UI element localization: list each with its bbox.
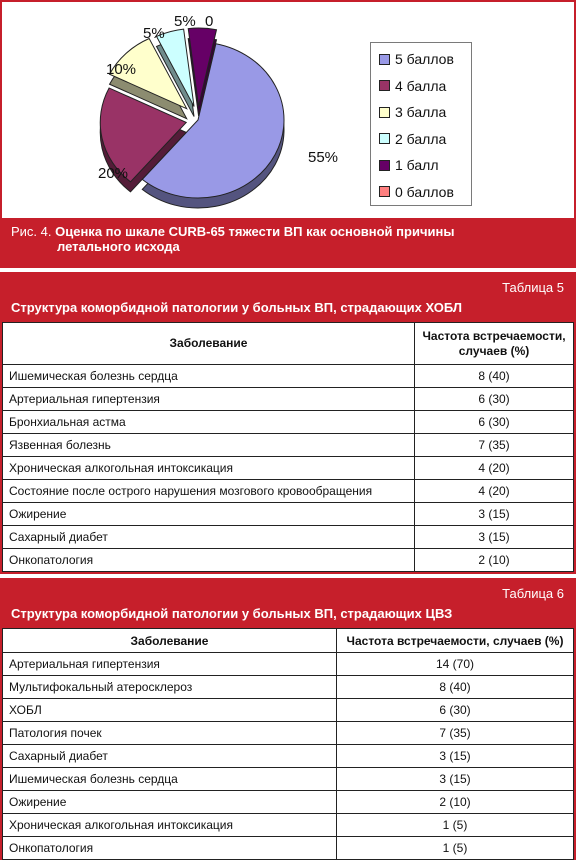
cell-frequency: 6 (30)	[337, 699, 574, 722]
table-row	[3, 837, 574, 860]
legend-label: 0 баллов	[395, 183, 454, 200]
legend-label: 3 балла	[395, 104, 447, 120]
table-6-title: Структура коморбидной патологии у больных ВП, страдающих ЦВЗ	[11, 606, 453, 621]
col-header-frequency: Частота встречаемости, случаев (%)	[415, 323, 574, 365]
cell-frequency: 3 (15)	[337, 745, 574, 768]
table-5-number: Таблица 5	[502, 280, 564, 295]
cell-frequency: 4 (20)	[415, 480, 574, 503]
cell-disease: Сахарный диабет	[3, 526, 415, 549]
col-header-disease: Заболевание	[3, 323, 415, 365]
cell-disease: Хроническая алкогольная интоксикация	[3, 457, 415, 480]
slice-value-label: 5%	[174, 13, 196, 30]
cell-frequency: 8 (40)	[337, 676, 574, 699]
table-row	[3, 676, 574, 699]
caption-prefix: Рис. 4.	[11, 224, 52, 239]
cell-frequency: 1 (5)	[337, 814, 574, 837]
legend-swatch	[379, 133, 390, 144]
cell-disease: Ожирение	[3, 791, 337, 814]
cell-frequency: 6 (30)	[415, 411, 574, 434]
table-row	[3, 526, 574, 549]
table-row	[3, 549, 574, 572]
table-row	[3, 480, 574, 503]
legend-item	[379, 155, 439, 175]
table-5-header	[2, 272, 574, 322]
pie-slice	[205, 13, 213, 30]
legend-swatch	[379, 160, 390, 171]
cell-disease: Язвенная болезнь	[3, 434, 415, 457]
cell-frequency: 4 (20)	[415, 457, 574, 480]
legend-swatch	[379, 54, 390, 65]
table-row	[3, 365, 574, 388]
slice-value-label: 5%	[143, 25, 165, 42]
col-header-frequency: Частота встречаемости, случаев (%)	[337, 629, 574, 653]
cell-frequency: 7 (35)	[337, 722, 574, 745]
cell-disease: Онкопатология	[3, 549, 415, 572]
cell-disease: Артериальная гипертензия	[3, 388, 415, 411]
table-row	[3, 745, 574, 768]
slice-value-label: 20%	[98, 165, 129, 182]
legend-label: 1 балл	[395, 157, 439, 173]
legend-item	[379, 102, 446, 122]
table-row	[3, 653, 574, 676]
table-row	[3, 722, 574, 745]
cell-frequency: 2 (10)	[415, 549, 574, 572]
col-header-disease: Заболевание	[3, 629, 337, 653]
cell-frequency: 3 (15)	[337, 768, 574, 791]
table-5-body	[3, 365, 574, 572]
table-5-grid	[2, 322, 574, 572]
table-6	[0, 578, 576, 860]
cell-frequency: 6 (30)	[415, 388, 574, 411]
chart-legend	[370, 42, 472, 206]
cell-disease: Мультифокальный атеросклероз	[3, 676, 337, 699]
cell-frequency: 7 (35)	[415, 434, 574, 457]
slice-value-label: 10%	[106, 61, 137, 78]
legend-swatch	[379, 107, 390, 118]
cell-frequency: 8 (40)	[415, 365, 574, 388]
legend-label: 5 баллов	[395, 51, 454, 67]
cell-disease: Артериальная гипертензия	[3, 653, 337, 676]
table-row	[3, 791, 574, 814]
table-5	[0, 272, 576, 574]
cell-disease: Патология почек	[3, 722, 337, 745]
table-row	[3, 388, 574, 411]
table-row	[3, 768, 574, 791]
table-6-number: Таблица 6	[502, 586, 564, 601]
cell-disease: Состояние после острого нарушения мозгового кровообращения	[3, 480, 415, 503]
cell-frequency: 14 (70)	[337, 653, 574, 676]
cell-disease: Ишемическая болезнь сердца	[3, 365, 415, 388]
legend-item	[379, 182, 454, 202]
table-row	[3, 411, 574, 434]
table-row	[3, 434, 574, 457]
cell-frequency: 1 (5)	[337, 837, 574, 860]
cell-disease: Онкопатология	[3, 837, 337, 860]
cell-disease: Хроническая алкогольная интоксикация	[3, 814, 337, 837]
table-row	[3, 457, 574, 480]
figure-caption	[2, 218, 574, 268]
cell-disease: Сахарный диабет	[3, 745, 337, 768]
table-row	[3, 699, 574, 722]
cell-frequency: 3 (15)	[415, 526, 574, 549]
cell-disease: Ишемическая болезнь сердца	[3, 768, 337, 791]
slice-value-label: 0	[205, 13, 214, 30]
table-6-body	[3, 653, 574, 860]
table-row	[3, 503, 574, 526]
table-6-header	[2, 578, 574, 628]
pie-chart	[2, 2, 362, 216]
cell-frequency: 3 (15)	[415, 503, 574, 526]
legend-item	[379, 49, 454, 69]
cell-disease: Бронхиальная астма	[3, 411, 415, 434]
cell-frequency: 2 (10)	[337, 791, 574, 814]
caption-title-line2: летального исхода	[57, 239, 180, 254]
legend-swatch	[379, 80, 390, 91]
figure-pie-chart	[0, 0, 576, 268]
table-row	[3, 814, 574, 837]
legend-label: 2 балла	[395, 130, 447, 147]
legend-item	[379, 76, 446, 96]
table-5-head-row	[3, 323, 574, 365]
legend-item	[379, 129, 446, 149]
table-6-head-row	[3, 629, 574, 653]
legend-swatch	[379, 186, 390, 197]
slice-value-label: 55%	[308, 149, 339, 166]
table-5-title: Структура коморбидной патологии у больных ВП, страдающих ХОБЛ	[11, 300, 463, 315]
caption-title: Оценка по шкале CURB-65 тяжести ВП как основной причины	[55, 224, 455, 239]
legend-label: 4 балла	[395, 77, 447, 94]
table-6-grid	[2, 628, 574, 860]
cell-disease: ХОБЛ	[3, 699, 337, 722]
cell-disease: Ожирение	[3, 503, 415, 526]
